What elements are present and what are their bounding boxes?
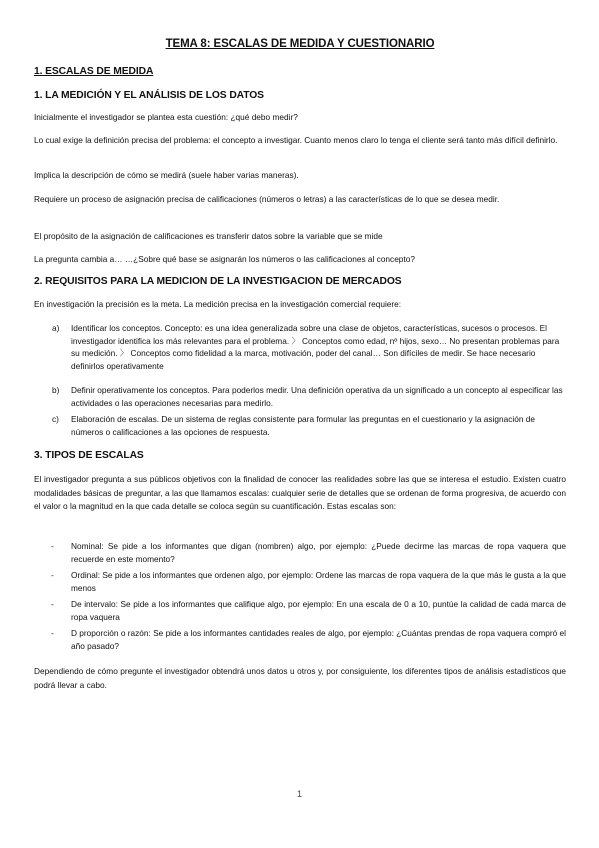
paragraph: En investigación la precisión es la meta. La medición precisa en la investigación comercial requiere: <box>34 299 402 309</box>
paragraph: Lo cual exige la definición precisa del problema: el concepto a investigar. Cuanto menos claro lo tenga el cliente será tanto más difícil definirlo. <box>34 135 558 145</box>
list-marker: - <box>51 541 54 551</box>
list-item <box>34 384 566 409</box>
list-marker: a) <box>52 323 60 333</box>
paragraph: El investigador pregunta a sus públicos objetivos con la finalidad de conocer las realidades sobre las que se interesa el estudio. Existen cuatro modalidades básicas de preguntar, a las que llamamos escalas: cualquier serie de detalles que se ordenan de forma progresiva, de acuerdo con el valor o la magnitud en la que cada detalle se coloca según su cuantificación. Estas escalas son: <box>34 474 566 511</box>
paragraph: Requiere un proceso de asignación precisa de calificaciones (números o letras) a las características de lo que se desea medir. <box>34 194 500 204</box>
list-item <box>34 540 566 565</box>
list-item <box>34 413 566 438</box>
list-item-text: Ordinal: Se pide a los informantes que ordenen algo, por ejemplo: Ordene las marcas de ropa vaquera de la que más le gusta a la que menos <box>71 570 566 593</box>
paragraph: Dependiendo de cómo pregunte el investigador obtendrá unos datos u otros y, por consiguiente, los diferentes tipos de análisis estadísticos que podrá llevar a cabo. <box>34 666 566 690</box>
list-marker: - <box>51 570 54 580</box>
list-item-text: Definir operativamente los conceptos. Para poderlos medir. Una definición operativa da un significado a un concepto al especificar las actividades o las operaciones necesarias para medirlo. <box>71 385 563 408</box>
list-item-text: Elaboración de escalas. De un sistema de reglas consistente para formular las preguntas en el cuestionario y la asignación de números o calificaciones a las opciones de respuesta. <box>71 414 535 437</box>
list-marker: - <box>51 599 54 609</box>
document-title: TEMA 8: ESCALAS DE MEDIDA Y CUESTIONARIO <box>165 38 435 50</box>
paragraph: Implica la descripción de cómo se medirá (suele haber varias maneras). <box>34 170 299 180</box>
list-marker: c) <box>52 414 59 424</box>
list-item-text: Identificar los conceptos. Concepto: es una idea generalizada sobre una clase de objetos, características, sucesos o procesos. El investigador identifica los más relevantes para el problema. 〉 Conceptos como edad, nº hijos, sexo… No presentan problemas para su medición. 〉 Conceptos como fidelidad a la marca, motivación, poder del canal… Son difíciles de medir. Se hace necesario definirlos operativamente <box>71 323 560 371</box>
page-number: 1 <box>296 789 302 799</box>
list-item <box>34 322 566 372</box>
paragraph: Inicialmente el investigador se plantea esta cuestión: ¿qué debo medir? <box>34 112 298 122</box>
list-item-text: D proporción o razón: Se pide a los informantes cantidades reales de algo, por ejemplo: ¿Cuántas prendas de ropa vaquera compró el año pasado? <box>71 628 566 651</box>
list-item-text: Nominal: Se pide a los informantes que digan (nombren) algo, por ejemplo: ¿Puede decirme las marcas de ropa vaquera que recuerde en este momento? <box>71 541 566 564</box>
list-item <box>34 627 566 652</box>
section-heading-escalas: 1. ESCALAS DE MEDIDA <box>34 66 154 77</box>
list-marker: - <box>51 628 54 638</box>
list-item <box>34 598 566 623</box>
list-item <box>34 569 566 594</box>
heading-tipos: 3. TIPOS DE ESCALAS <box>34 450 144 461</box>
list-marker: b) <box>52 385 60 395</box>
heading-medicion: 1. LA MEDICIÓN Y EL ANÁLISIS DE LOS DATOS <box>34 90 264 101</box>
paragraph: El propósito de la asignación de calificaciones es transferir datos sobre la variable que se mide <box>34 231 383 241</box>
heading-requisitos: 2. REQUISITOS PARA LA MEDICION DE LA INVESTIGACION DE MERCADOS <box>34 276 402 287</box>
list-item-text: De intervalo: Se pide a los informantes que califique algo, por ejemplo: En una escala de 0 a 10, puntúe la calidad de cada marca de ropa vaquera <box>71 599 566 622</box>
paragraph: La pregunta cambia a… …¿Sobre qué base se asignarán los números o las calificaciones al concepto? <box>34 254 415 264</box>
